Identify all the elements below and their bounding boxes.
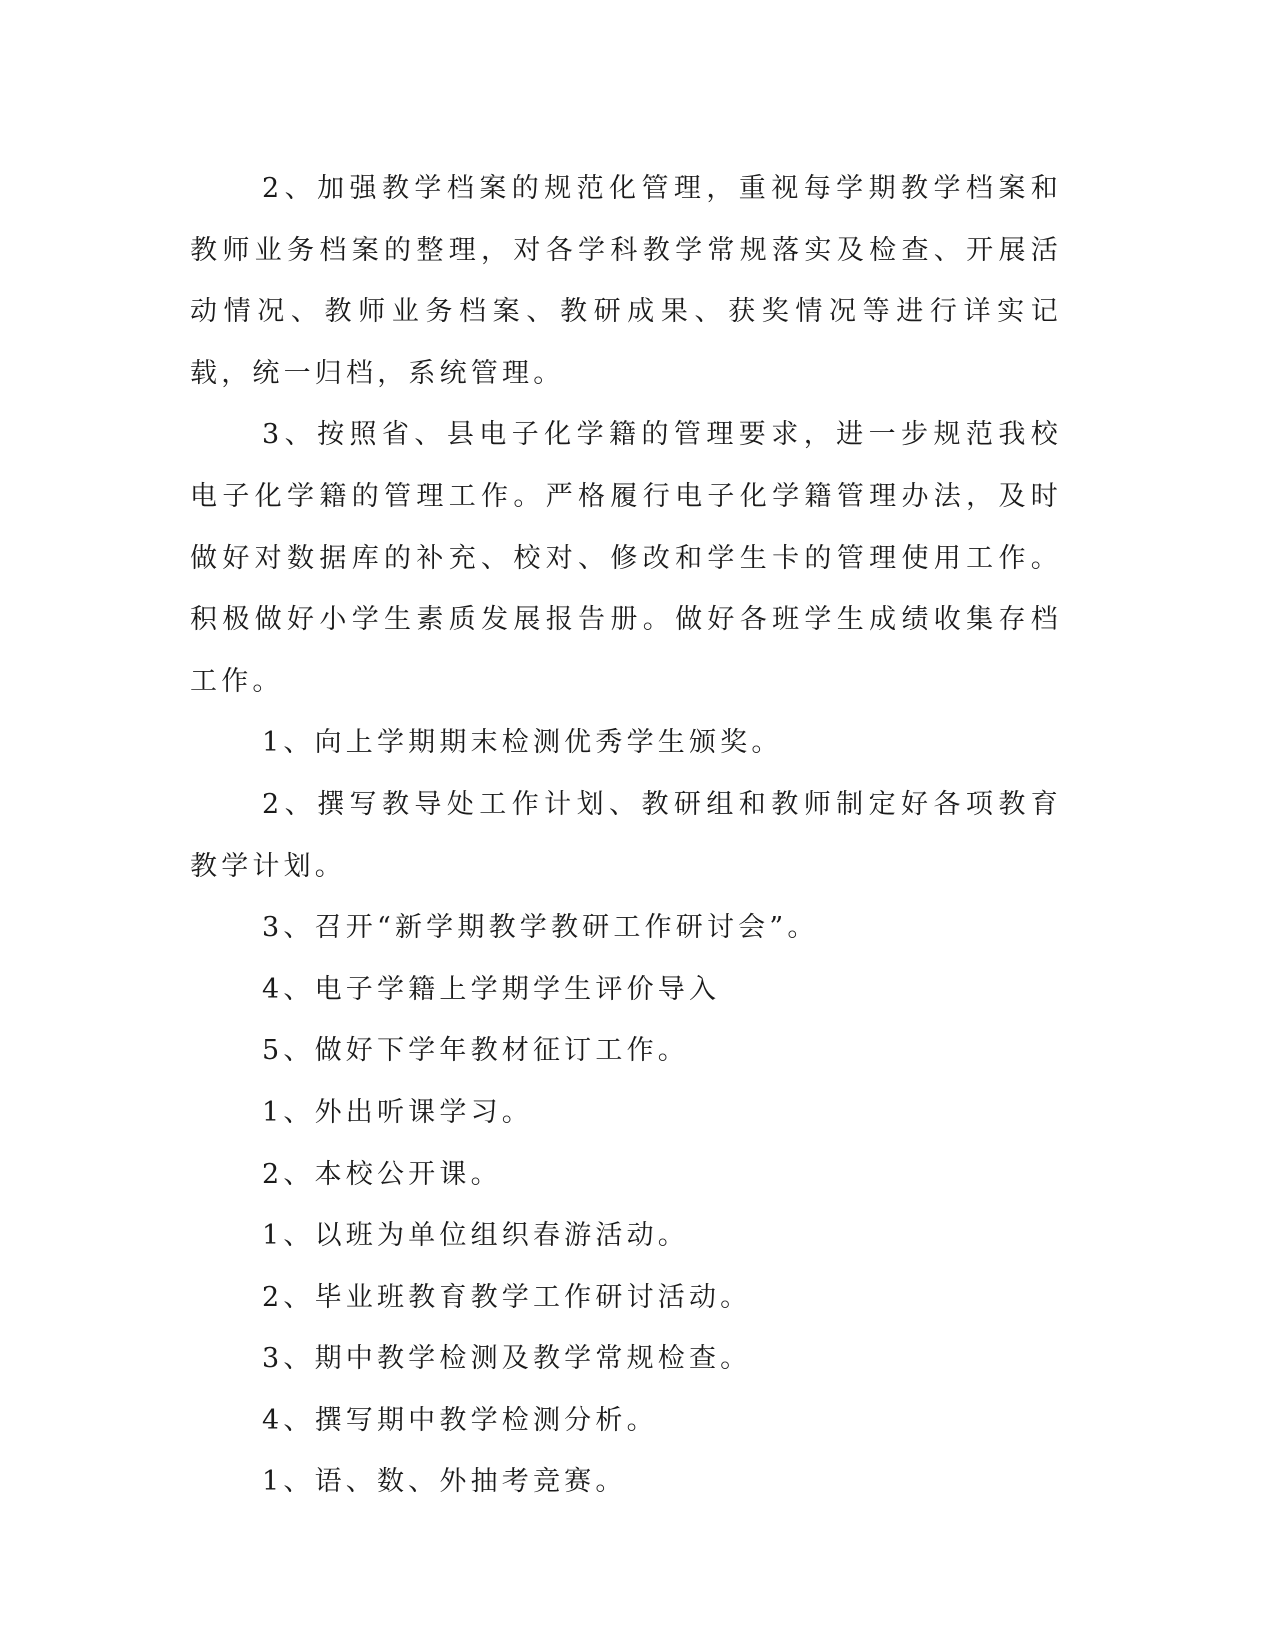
paragraph-competition: 1、语、数、外抽考竞赛。 — [262, 1466, 627, 1498]
paragraph-work-plan: 2、撰写教导处工作计划、教研组和教师制定好各项教育教学计划。 — [190, 788, 1062, 882]
paragraph-award-ceremony: 1、向上学期期末检测优秀学生颁奖。 — [262, 727, 783, 759]
paragraph-midterm-analysis: 4、撰写期中教学检测分析。 — [262, 1404, 658, 1436]
paragraph-evaluation-import: 4、电子学籍上学期学生评价导入 — [262, 973, 721, 1005]
paragraph-lesson-observation: 1、外出听课学习。 — [262, 1096, 533, 1128]
paragraph-spring-outing: 1、以班为单位组织春游活动。 — [262, 1220, 689, 1252]
paragraph-textbook-order: 5、做好下学年教材征订工作。 — [262, 1035, 689, 1067]
paragraph-seminar: 3、召开“新学期教学教研工作研讨会”。 — [262, 912, 819, 944]
paragraph-open-class: 2、本校公开课。 — [262, 1158, 502, 1190]
paragraph-graduating-class: 2、毕业班教育教学工作研讨活动。 — [262, 1281, 752, 1313]
paragraph-electronic-records: 3、按照省、县电子化学籍的管理要求，进一步规范我校电子化学籍的管理工作。严格履行电子化学籍管理办法，及时做好对数据库的补充、校对、修改和学生卡的管理使用工作。积极做好小学生素质发展报告册。做好各班学生成绩收集存档工作。 — [190, 419, 1062, 697]
paragraph-archive-management: 2、加强教学档案的规范化管理，重视每学期教学档案和教师业务档案的整理，对各学科教学常规落实及检查、开展活动情况、教师业务档案、教研成果、获奖情况等进行详实记载，统一归档，系统管理。 — [190, 173, 1062, 389]
paragraph-midterm-check: 3、期中教学检测及教学常规检查。 — [262, 1343, 752, 1375]
document-body — [190, 158, 1062, 1513]
